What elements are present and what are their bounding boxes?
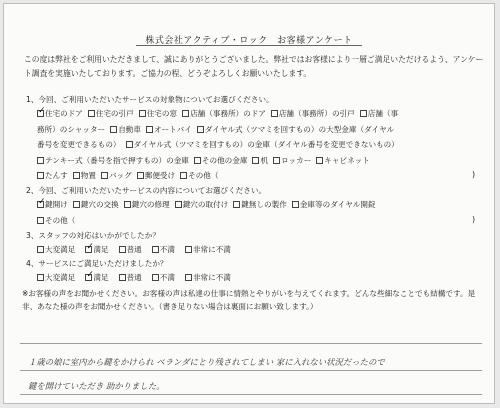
q1-option-label: オートバイ	[153, 124, 192, 134]
q3-option	[152, 245, 175, 254]
q3-option-checkbox[interactable]	[85, 246, 92, 253]
q1-option-label: 物置	[80, 171, 96, 180]
title-underline	[136, 45, 362, 46]
q1-row	[37, 108, 403, 119]
q1-option-label: 店舗（事務所）の引戸	[278, 109, 355, 118]
q2-option-label: 鍵穴の交換	[80, 200, 119, 209]
comment-line-3-divider	[20, 394, 482, 395]
q3-option	[185, 245, 231, 254]
q4-option	[185, 273, 231, 282]
q1-option-checkbox[interactable]	[88, 110, 95, 117]
q1-option-checkbox[interactable]	[37, 110, 44, 117]
page-title: 株式会社アクティブ・ロック お客様アンケート	[145, 36, 353, 46]
q1-option-checkbox[interactable]	[73, 172, 80, 179]
q2-other-close-paren: )	[472, 215, 476, 224]
q2-option-label: その他（	[45, 216, 76, 225]
q1-option-checkbox[interactable]	[110, 126, 117, 133]
q4-option-label: 非常に不満	[192, 273, 231, 282]
q1-option	[146, 125, 192, 134]
q1-other-close-paren: )	[472, 170, 476, 179]
q1-option	[37, 156, 189, 165]
q4-option-checkbox[interactable]	[119, 274, 126, 281]
q1-option-checkbox[interactable]	[316, 157, 323, 164]
q4-option-label: 不満	[159, 273, 175, 282]
q3-option-checkbox[interactable]	[185, 246, 192, 253]
q2-option-checkbox[interactable]	[73, 201, 80, 208]
q1-option-label: 店舗（事	[367, 109, 399, 118]
q1-option-label: 番号を変更できるもの）	[37, 140, 121, 149]
q1-option-label: キャビネット	[324, 155, 370, 165]
q1-option-label: 店舗（事務所）のドア	[190, 109, 266, 118]
q1-option-checkbox[interactable]	[180, 172, 187, 179]
q3-option-label: 非常に不満	[192, 245, 231, 254]
q1-option	[194, 156, 248, 165]
q3-options	[37, 244, 241, 255]
q1-option	[73, 171, 96, 180]
q1-option-label: 住宅の窓	[146, 109, 178, 118]
q1-option-checkbox[interactable]	[126, 141, 133, 148]
q1-option-label: 机	[260, 155, 269, 165]
q2-option-label: 鍵無しの製作	[241, 200, 287, 209]
q4-option	[119, 273, 142, 282]
q4-option	[85, 273, 108, 282]
q1-option	[137, 171, 175, 180]
q1-option-checkbox[interactable]	[252, 157, 259, 164]
q2-question: 2、今回、ご利用いただいたサービスの内容についてお選びください。	[26, 186, 267, 195]
q2-option	[73, 200, 119, 209]
q4-option-label: 満足	[93, 273, 109, 282]
q1-row	[37, 124, 399, 135]
comment-line-2-divider	[20, 370, 482, 371]
q1-option-checkbox[interactable]	[273, 157, 280, 164]
q3-option	[85, 245, 108, 254]
q1-option-checkbox[interactable]	[146, 126, 153, 133]
comment-line-1-divider	[20, 343, 482, 344]
q3-option-checkbox[interactable]	[152, 246, 159, 253]
q2-option-label: 鍵穴の取付け	[182, 200, 229, 209]
q1-option	[88, 109, 134, 118]
handwritten-comment-line-2: 鍵を開けていただき 助かりました。	[28, 381, 165, 391]
q1-option-label: テンキー式（番号を指で押すもの）の金庫	[45, 155, 189, 165]
q2-option-checkbox[interactable]	[175, 201, 182, 208]
q1-option-label: 務所）のシャッター	[37, 124, 106, 134]
q2-option-checkbox[interactable]	[37, 217, 44, 224]
q4-option-label: 普通	[126, 273, 142, 282]
q1-option	[252, 156, 268, 165]
q1-option-label: バッグ	[108, 171, 132, 180]
q2-option-checkbox[interactable]	[37, 201, 44, 208]
q1-option-checkbox[interactable]	[137, 172, 144, 179]
q3-option-label: 普通	[126, 245, 142, 254]
q4-option-checkbox[interactable]	[185, 274, 192, 281]
q1-option	[37, 171, 68, 180]
comments-prompt: ※お客様の声をお聞かせください。お客様の声は私達の仕事に情熱とやりがいを与えてくれます。どんな些細なことでも結構です。是非、あなた様の声をお聞かせください。（書き足りない場合は裏面にお願い致します。）	[22, 289, 476, 311]
q1-option	[139, 109, 177, 118]
q1-option-label: ロッカー	[281, 155, 312, 165]
q2-option	[37, 200, 68, 209]
q4-option	[152, 273, 175, 282]
q1-row	[37, 155, 375, 166]
q1-option-label: その他の金庫	[201, 155, 248, 165]
q3-option	[37, 245, 75, 254]
q2-option-checkbox[interactable]	[233, 201, 240, 208]
q1-option-checkbox[interactable]	[139, 110, 146, 117]
q3-option-label: 満足	[93, 245, 109, 254]
q1-option	[110, 125, 141, 134]
q2-option	[233, 200, 287, 209]
q3-option	[119, 245, 142, 254]
q2-option	[292, 200, 376, 209]
q2-option	[175, 200, 229, 209]
q4-option	[37, 273, 75, 282]
survey-sheet	[3, 3, 495, 404]
q4-option-checkbox[interactable]	[152, 274, 159, 281]
q1-option-checkbox[interactable]	[37, 157, 44, 164]
q2-option-checkbox[interactable]	[124, 201, 131, 208]
q4-options	[37, 272, 241, 283]
q1-option-checkbox[interactable]	[271, 110, 278, 117]
q4-question: 4、サービスにご満足いただけましたか？	[26, 259, 168, 268]
q2-row	[37, 215, 80, 226]
handwritten-comment-line-1: １歳の娘に室内から鍵をかけられ ベランダにとり残されてしまい 家に入れない状況だったので	[28, 357, 385, 367]
q1-option	[101, 171, 132, 180]
q1-option-label: ダイヤル式（ツマミを回すもの）の金庫（ダイヤル番号を変更できないもの）	[133, 140, 399, 149]
q1-option-checkbox[interactable]	[194, 157, 201, 164]
q3-option-checkbox[interactable]	[119, 246, 126, 253]
q1-option-checkbox[interactable]	[37, 172, 44, 179]
intro-text: この度は弊社をご利用いただきまして、誠にありがとうございました。弊社ではお客様により一層ご満足いただけるよう、アンケート調査を実施いたしております。ご協力の程、どうぞよろしくお願いいたします。	[24, 55, 484, 78]
q1-option	[37, 140, 121, 149]
q1-option-checkbox[interactable]	[197, 126, 204, 133]
q3-option-label: 不満	[159, 245, 175, 254]
q1-option-label: ダイヤル式（ツマミを回すもの）の大型金庫（ダイヤル	[204, 124, 395, 134]
q2-option-label: 鍵穴の修理	[131, 200, 170, 209]
q1-row	[37, 170, 224, 181]
q4-option-checkbox[interactable]	[85, 274, 92, 281]
q3-question: 3、スタッフの対応はいかがでしたか？	[26, 231, 160, 240]
q1-option	[271, 109, 355, 118]
q1-option-label: その他（	[188, 171, 219, 180]
q1-option	[182, 109, 266, 118]
q2-option-label: 金庫等のダイヤル開錠	[299, 200, 376, 209]
q1-option-checkbox[interactable]	[101, 172, 108, 179]
q1-option-label: 住宅の引戸	[95, 109, 134, 118]
q1-option-checkbox[interactable]	[360, 110, 367, 117]
q1-option	[126, 140, 399, 149]
q2-option-checkbox[interactable]	[292, 201, 299, 208]
q4-option-label: 大変満足	[45, 273, 76, 282]
q2-option-label: 鍵開け	[45, 200, 68, 209]
q1-option	[37, 109, 83, 118]
q1-option-label: 郵便受け	[144, 171, 176, 180]
q2-option	[124, 200, 170, 209]
q1-option	[360, 109, 398, 118]
q1-option-label: 住宅のドア	[45, 109, 83, 118]
q1-option-label: 自動車	[118, 124, 141, 134]
q1-row	[37, 139, 404, 150]
q1-option-checkbox[interactable]	[182, 110, 189, 117]
q1-option	[37, 125, 105, 134]
q1-option	[316, 156, 370, 165]
q4-option-checkbox[interactable]	[37, 274, 44, 281]
q3-option-label: 大変満足	[45, 245, 76, 254]
q3-option-checkbox[interactable]	[37, 246, 44, 253]
q1-option	[180, 171, 218, 180]
q2-option	[37, 216, 75, 225]
q1-option	[273, 156, 311, 165]
q1-question: 1、今回、ご利用いただいたサービスの対象物についてお選びください。	[26, 95, 274, 104]
q1-option	[197, 125, 394, 134]
q1-option-label: たんす	[45, 171, 68, 180]
q2-row	[37, 199, 381, 210]
